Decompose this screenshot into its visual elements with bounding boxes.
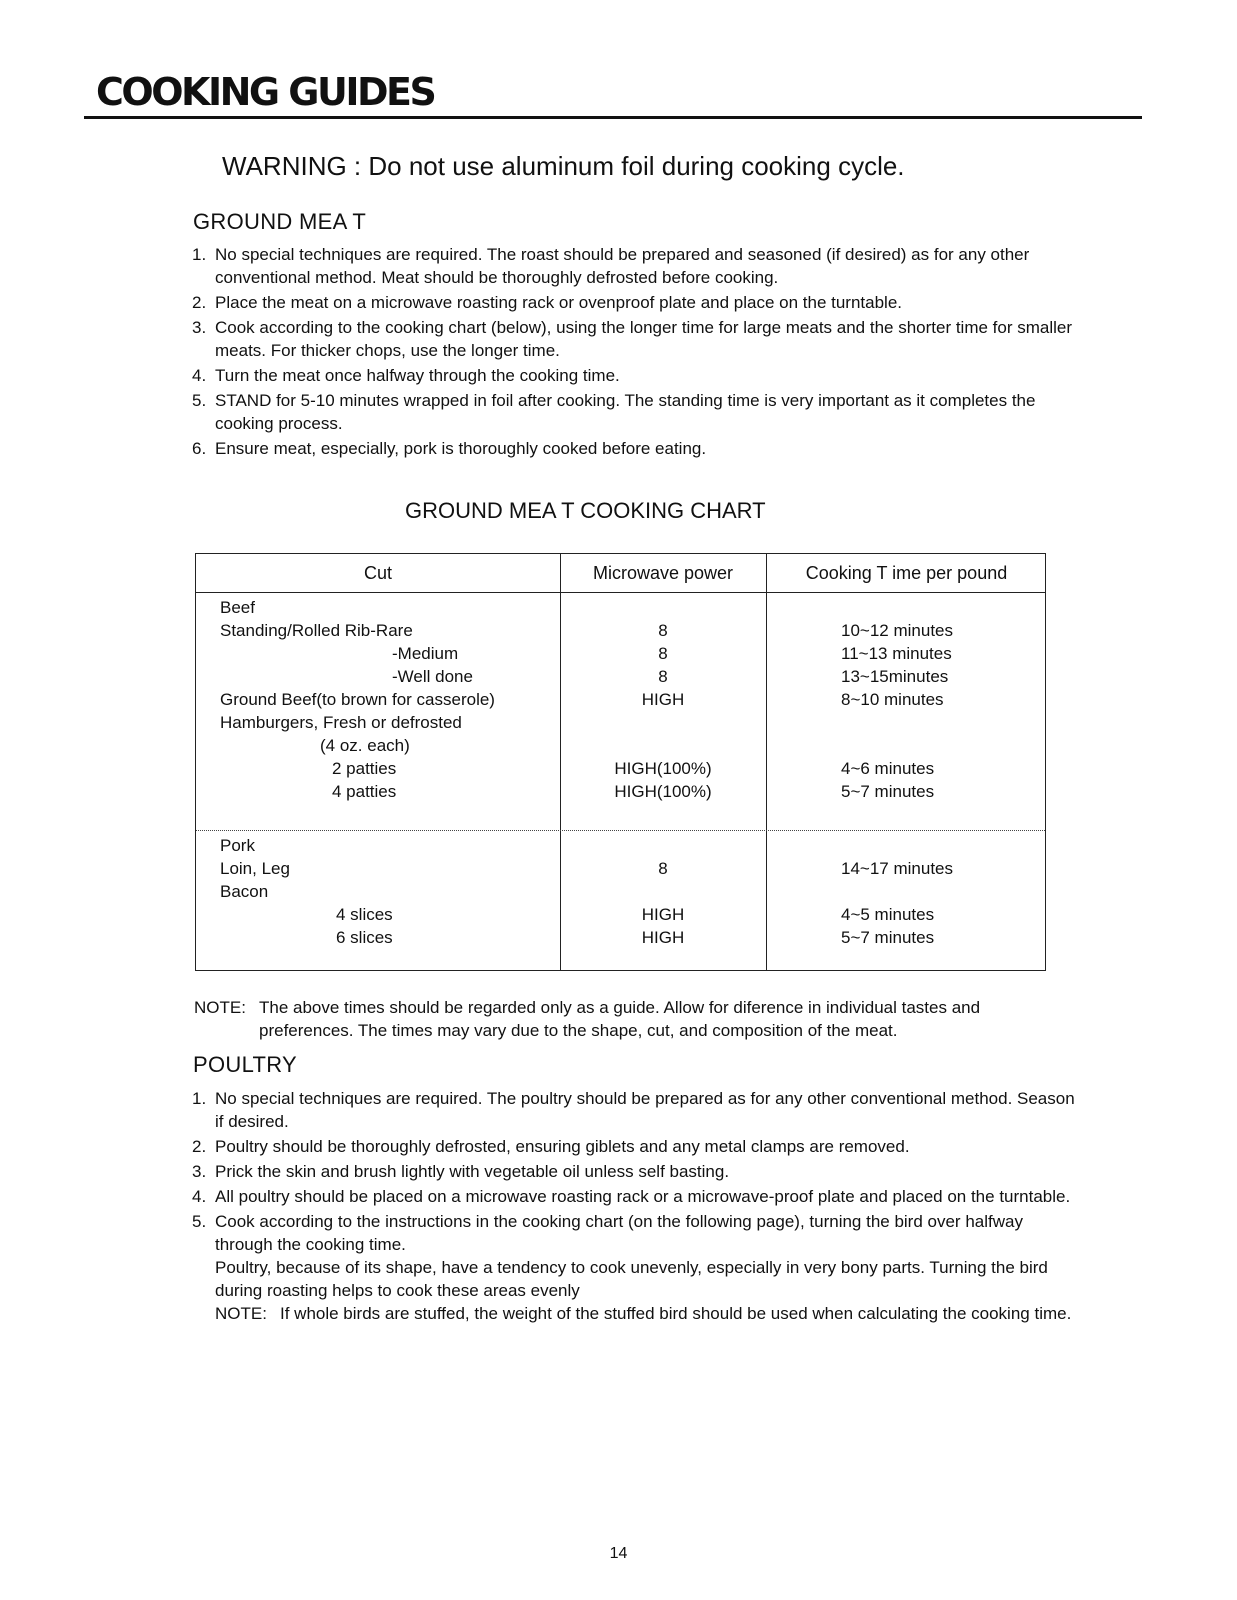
poultry-heading: POULTRY bbox=[193, 1052, 297, 1077]
list-item bbox=[192, 1087, 1082, 1133]
cell-cut: 6 slices bbox=[336, 928, 393, 947]
cell-power: HIGH bbox=[641, 905, 685, 924]
page-number: 14 bbox=[609, 1545, 628, 1562]
table-row bbox=[196, 903, 1045, 926]
cell-power: 8 bbox=[658, 644, 668, 663]
list-item bbox=[192, 291, 1082, 314]
cell-time: 8~10 minutes bbox=[841, 690, 944, 709]
cell-cut: 2 patties bbox=[332, 759, 397, 778]
cell-cut: 4 slices bbox=[336, 905, 393, 924]
cell-cut: -Well done bbox=[392, 667, 473, 686]
step-text: Poultry should be thoroughly defrosted, ensuring giblets and any metal clamps are removed. bbox=[215, 1137, 910, 1156]
title-rule bbox=[84, 116, 1142, 119]
cell-cut: Beef bbox=[220, 598, 255, 617]
ground-meat-steps bbox=[192, 243, 1082, 462]
step-text: Ensure meat, especially, pork is thoroughly cooked before eating. bbox=[215, 439, 707, 458]
cell-cut: -Medium bbox=[392, 644, 459, 663]
list-item bbox=[192, 1210, 1082, 1325]
table-row bbox=[196, 596, 1045, 619]
ground-meat-heading: GROUND MEA T bbox=[193, 209, 367, 234]
step-extra-text: Poultry, because of its shape, have a tendency to cook unevenly, especially in very bony parts. Turning the bird during roasting helps to cook these areas evenly bbox=[215, 1258, 1048, 1300]
step-text: Turn the meat once halfway through the cooking time. bbox=[215, 366, 620, 385]
list-item bbox=[192, 437, 1082, 460]
step-number: 3. bbox=[192, 1162, 207, 1181]
cell-power: HIGH bbox=[641, 690, 685, 709]
table-row bbox=[196, 857, 1045, 880]
step-number: 2. bbox=[192, 1137, 207, 1156]
list-item bbox=[192, 1185, 1082, 1208]
step-number: 1. bbox=[192, 1089, 207, 1108]
table-row bbox=[196, 619, 1045, 642]
cell-cut: 4 patties bbox=[332, 782, 397, 801]
cell-cut: Ground Beef(to brown for casserole) bbox=[220, 690, 495, 709]
step-text: No special techniques are required. The poultry should be prepared as for any other conventional method. Season if desired. bbox=[215, 1089, 1075, 1131]
cell-cut: Pork bbox=[220, 836, 255, 855]
cell-time: 5~7 minutes bbox=[841, 782, 935, 801]
list-item bbox=[192, 1135, 1082, 1158]
step-note bbox=[215, 1302, 1082, 1325]
table-row bbox=[196, 665, 1045, 688]
step-text: STAND for 5-10 minutes wrapped in foil after cooking. The standing time is very important as it completes the cooking process. bbox=[215, 391, 1036, 433]
cell-cut: Loin, Leg bbox=[220, 859, 290, 878]
page-title: COOKING GUIDES bbox=[96, 70, 435, 114]
list-item bbox=[192, 389, 1082, 435]
cell-cut: (4 oz. each) bbox=[320, 736, 410, 755]
table-row bbox=[196, 642, 1045, 665]
cell-cut: Bacon bbox=[220, 882, 269, 901]
cell-time: 4~6 minutes bbox=[841, 759, 935, 778]
cell-power: 8 bbox=[658, 621, 668, 640]
cell-time: 4~5 minutes bbox=[841, 905, 935, 924]
step-number: 2. bbox=[192, 293, 207, 312]
step-number: 3. bbox=[192, 318, 207, 337]
step-number: 5. bbox=[192, 1212, 207, 1231]
note-text: If whole birds are stuffed, the weight of the stuffed bird should be used when calculating the cooking time. bbox=[280, 1304, 1072, 1323]
step-number: 1. bbox=[192, 245, 207, 264]
list-item bbox=[192, 1160, 1082, 1183]
chart-title: GROUND MEA T COOKING CHART bbox=[405, 498, 766, 523]
table-row bbox=[196, 834, 1045, 857]
column-header-cut: Cut bbox=[363, 563, 392, 583]
cell-cut: Hamburgers, Fresh or defrosted bbox=[220, 713, 462, 732]
step-text: All poultry should be placed on a microwave roasting rack or a microwave-proof plate and placed on the turntable. bbox=[215, 1187, 1071, 1206]
table-row bbox=[196, 926, 1045, 949]
step-text: No special techniques are required. The roast should be prepared and seasoned (if desired) as for any other conventional method. Meat should be thoroughly defrosted before cooking. bbox=[215, 245, 1030, 287]
cell-power: HIGH(100%) bbox=[614, 782, 712, 801]
cell-time: 14~17 minutes bbox=[841, 859, 953, 878]
step-number: 5. bbox=[192, 391, 207, 410]
table-row bbox=[196, 757, 1045, 780]
list-item bbox=[192, 243, 1082, 289]
cell-time: 13~15minutes bbox=[841, 667, 949, 686]
step-text: Place the meat on a microwave roasting rack or ovenproof plate and place on the turntable. bbox=[215, 293, 903, 312]
section-divider bbox=[196, 830, 1045, 831]
poultry-steps bbox=[192, 1087, 1082, 1327]
header-rule bbox=[196, 592, 1045, 593]
table-row bbox=[196, 688, 1045, 711]
note-label: NOTE: bbox=[194, 998, 246, 1017]
step-text: Prick the skin and brush lightly with vegetable oil unless self basting. bbox=[215, 1162, 730, 1181]
cell-power: 8 bbox=[658, 859, 668, 878]
table-row bbox=[196, 880, 1045, 903]
note-label: NOTE: bbox=[215, 1304, 267, 1323]
cell-power: 8 bbox=[658, 667, 668, 686]
cell-cut: Standing/Rolled Rib-Rare bbox=[220, 621, 413, 640]
warning-text: WARNING : Do not use aluminum foil during cooking cycle. bbox=[222, 151, 905, 181]
note-text: The above times should be regarded only as a guide. Allow for diference in individual tastes and preferences. The times may vary due to the shape, cut, and composition of the meat. bbox=[259, 998, 981, 1040]
column-header-power: Microwave power bbox=[592, 563, 734, 583]
chart-note bbox=[194, 996, 1074, 1042]
cell-time: 5~7 minutes bbox=[841, 928, 935, 947]
cell-power: HIGH bbox=[641, 928, 685, 947]
cooking-chart-table bbox=[195, 553, 1046, 971]
table-row bbox=[196, 711, 1045, 734]
list-item bbox=[192, 364, 1082, 387]
step-text: Cook according to the cooking chart (below), using the longer time for large meats and the shorter time for smaller meats. For thicker chops, use the longer time. bbox=[215, 318, 1073, 360]
list-item bbox=[192, 316, 1082, 362]
cell-time: 10~12 minutes bbox=[841, 621, 953, 640]
table-row bbox=[196, 734, 1045, 757]
step-number: 4. bbox=[192, 366, 207, 385]
table-row bbox=[196, 780, 1045, 803]
cell-time: 11~13 minutes bbox=[841, 644, 952, 663]
step-number: 6. bbox=[192, 439, 207, 458]
step-text: Cook according to the instructions in the cooking chart (on the following page), turning the bird over halfway through the cooking time. bbox=[215, 1212, 1023, 1254]
cell-power: HIGH(100%) bbox=[614, 759, 712, 778]
step-number: 4. bbox=[192, 1187, 207, 1206]
column-header-time: Cooking T ime per pound bbox=[805, 563, 1008, 583]
